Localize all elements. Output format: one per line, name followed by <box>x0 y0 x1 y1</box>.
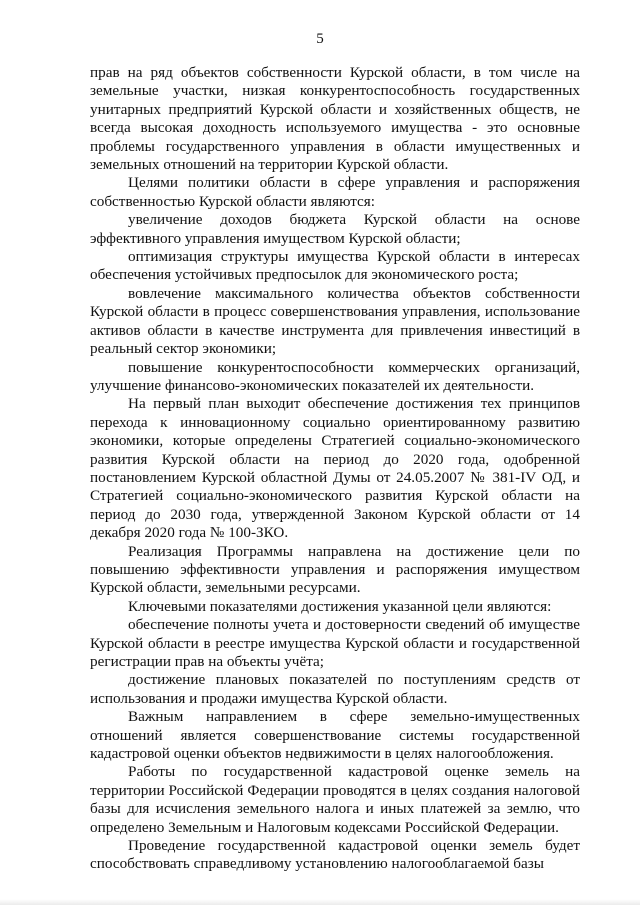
paragraph-strategy: На первый план выходит обеспечение достижения тех принципов перехода к инновационному социально ориентированному развитию экономики, которые определены Стратегией социально-экономического развития Курской области на период до 2020 года, одобренной постановлением Курской областной Думы от 24.05.2007 № 381-IV ОД, и Стратегией социально-экономического развития Курской области на период до 2030 года, утвержденной Законом Курской области от 14 декабря 2020 года № 100-ЗКО. <box>90 395 580 542</box>
paragraph-cadastral-works: Работы по государственной кадастровой оценке земель на территории Российской Федерации проводятся в целях создания налоговой базы для исчисления земельного налога и иных платежей за землю, что определено Земельным и Налоговым кодексами Российской Федерации. <box>90 763 580 836</box>
paragraph-goals-intro: Целями политики области в сфере управления и распоряжения собственностью Курской области являются: <box>90 174 580 210</box>
paragraph-continuation: прав на ряд объектов собственности Курской области, в том числе на земельные участки, низкая конкурентоспособность государственных унитарных предприятий Курской области и хозяйственных обществ, не всегда высокая доходность используемого имущества - это основные проблемы государственного управления в области имущественных и земельных отношений на территории Курской области. <box>90 64 580 174</box>
paragraph-indicators-intro: Ключевыми показателями достижения указанной цели являются: <box>128 597 552 615</box>
page-number: 5 <box>316 31 324 47</box>
document-body <box>90 64 580 874</box>
paragraph-program-goal: Реализация Программы направлена на достижение цели по повышению эффективности управления и распоряжения имуществом Курской области, земельными ресурсами. <box>90 542 580 597</box>
list-item-goal-2: оптимизация структуры имущества Курской области в интересах обеспечения устойчивых предпосылок для экономического роста; <box>90 248 580 284</box>
paragraph-cadastral-effect: Проведение государственной кадастровой оценки земель будет способствовать справедливому установлению налогооблагаемой базы <box>90 837 580 873</box>
scan-bottom-edge <box>0 899 640 905</box>
paragraph-cadastral-direction: Важным направлением в сфере земельно-имущественных отношений является совершенствование системы государственной кадастровой оценки объектов недвижимости в целях налогообложения. <box>90 708 580 763</box>
list-item-goal-4: повышение конкурентоспособности коммерческих организаций, улучшение финансово-экономических показателей их деятельности. <box>90 358 580 394</box>
list-item-indicator-1: обеспечение полноты учета и достоверности сведений об имуществе Курской области в реестре имущества Курской области и государственной регистрации прав на объекты учёта; <box>90 616 580 670</box>
list-item-goal-1: увеличение доходов бюджета Курской области на основе эффективного управления имуществом Курской области; <box>90 211 580 247</box>
list-item-indicator-2: достижение плановых показателей по поступлениям средств от использования и продажи имущества Курской области. <box>90 671 580 707</box>
list-item-goal-3: вовлечение максимального количества объектов собственности Курской области в процесс совершенствования управления, использование активов области в качестве инструмента для привлечения инвестиций в реальный сектор экономики; <box>90 284 580 358</box>
